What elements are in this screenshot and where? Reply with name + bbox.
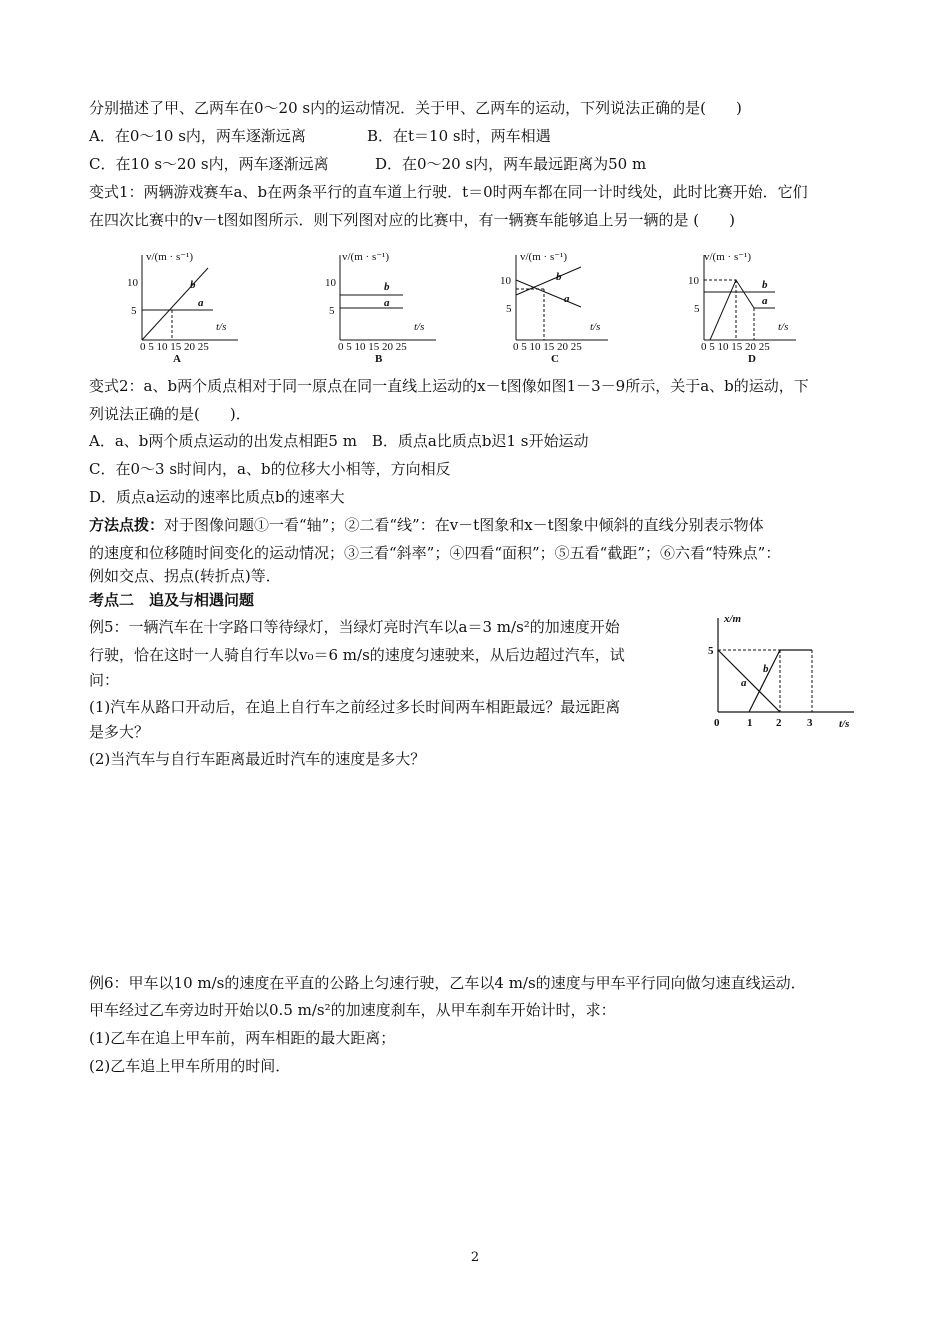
method-text1: 对于图像问题①一看“轴”；②二看“线”：在v－t图象和x－t图象中倾斜的直线分别表示物体: [164, 516, 764, 534]
example6-line1: 例6：甲车以10 m/s的速度在平直的公路上匀速行驶，乙车以4 m/s的速度与甲车平行同向做匀速直线运动．: [89, 974, 806, 992]
graph-d-line-a: a: [762, 295, 768, 307]
variant1-line1: 变式1：两辆游戏赛车a、b在两条平行的直车道上行驶．t＝0时两车都在同一计时线处，此时比赛开始．它们: [89, 183, 808, 201]
variant2-option-ab: A．a、b两个质点运动的出发点相距5 m B．质点a比质点b迟1 s开始运动: [89, 432, 589, 450]
graph-d-y-tick-10: 10: [688, 275, 699, 287]
variant2-option-c: C．在0～3 s时间内，a、b的位移大小相等，方向相反: [89, 460, 451, 478]
intro-question-stem: 分别描述了甲、乙两车在0～20 s内的运动情况．关于甲、乙两车的运动，下列说法正确的是( ): [89, 99, 742, 117]
vt-graph-c: [496, 240, 626, 374]
xt-line-a: a: [741, 677, 747, 689]
section2-title: 考点二 追及与相遇问题: [89, 591, 255, 609]
example5-q1-line1: (1)汽车从路口开动后，在追上自行车之前经过多长时间两车相距最远？最远距离: [89, 698, 621, 716]
graph-d-y-label: v/(m · s⁻¹): [704, 251, 751, 263]
graph-c-y-label: v/(m · s⁻¹): [520, 251, 567, 263]
vt-graph-d: [680, 240, 810, 374]
xt-x-tick-1: 1: [747, 717, 753, 729]
xt-y-label: x/m: [724, 613, 742, 625]
graph-d-line-b: b: [762, 279, 768, 291]
graph-a-line-b: b: [190, 279, 196, 291]
method-line2: 的速度和位移随时间变化的运动情况；③三看“斜率”；④四看“面积”；⑤五看“截距”；⑥六看“特殊点”：: [89, 544, 781, 562]
page-number: 2: [470, 1250, 480, 1265]
xt-x-label: t/s: [839, 718, 850, 730]
graph-c-y-tick-5: 5: [506, 303, 512, 315]
graph-a-y-tick-5: 5: [131, 305, 137, 317]
graph-b-name: B: [375, 353, 383, 365]
graph-c-line-b: b: [556, 271, 562, 283]
graph-c-y-tick-10: 10: [500, 275, 511, 287]
graph-c-line-a: a: [564, 293, 570, 305]
vt-graph-a: [118, 240, 248, 374]
graph-c-x-ticks: 0 5 10 15 20 25: [513, 341, 582, 353]
xt-graph: [704, 610, 864, 739]
graph-d-name: D: [748, 353, 756, 365]
graph-d-t-label: t/s: [778, 321, 789, 333]
xt-x-tick-2: 2: [776, 717, 782, 729]
graph-d-y-tick-5: 5: [694, 303, 700, 315]
graph-a-x-ticks: 0 5 10 15 20 25: [140, 341, 209, 353]
method-line3: 例如交点、拐点(转折点)等．: [89, 567, 281, 585]
graph-a-y-label: v/(m · s⁻¹): [146, 251, 193, 263]
graph-b-line-a: a: [384, 297, 390, 309]
variant2-line1: 变式2：a、b两个质点相对于同一原点在同一直线上运动的x－t图像如图1－3－9所示，关于a、b的运动，下: [89, 377, 809, 395]
intro-option-b: B．在t＝10 s时，两车相遇: [367, 127, 551, 145]
method-line1: [89, 515, 764, 535]
example5-q1-line2: 是多大？: [89, 723, 150, 741]
xt-line-b: b: [763, 663, 769, 675]
example5-line2: 行驶，恰在这时一人骑自行车以v₀＝6 m/s的速度匀速驶来，从后边超过汽车，试: [89, 646, 625, 664]
vt-graph-b: [318, 240, 448, 374]
variant2-option-d: D．质点a运动的速率比质点b的速率大: [89, 488, 345, 506]
intro-option-a: A．在0～10 s内，两车逐渐远离: [89, 127, 306, 145]
graph-a-t-label: t/s: [216, 321, 227, 333]
example5-line1: 例5：一辆汽车在十字路口等待绿灯，当绿灯亮时汽车以a＝3 m/s²的加速度开始: [89, 618, 620, 636]
variant1-line2: 在四次比赛中的v－t图如图所示．则下列图对应的比赛中，有一辆赛车能够追上另一辆的是 ( ): [89, 211, 735, 229]
intro-option-d: D．在0～20 s内，两车最远距离为50 m: [375, 155, 647, 173]
xt-x-tick-0: 0: [714, 717, 720, 729]
xt-x-tick-3: 3: [807, 717, 813, 729]
example5-line3: 问：: [89, 671, 120, 689]
graph-b-y-tick-10: 10: [325, 277, 336, 289]
graph-c-t-label: t/s: [590, 321, 601, 333]
example6-q1: (1)乙车在追上甲车前，两车相距的最大距离；: [89, 1029, 396, 1047]
graph-d-x-ticks: 0 5 10 15 20 25: [701, 341, 770, 353]
graph-a-y-tick-10: 10: [127, 277, 138, 289]
example6-q2: (2)乙车追上甲车所用的时间．: [89, 1057, 291, 1075]
graph-a-name: A: [173, 353, 181, 365]
example6-line2: 甲车经过乙车旁边时开始以0.5 m/s²的加速度刹车，从甲车刹车开始计时，求：: [89, 1001, 616, 1019]
graph-b-line-b: b: [384, 281, 390, 293]
graph-b-x-ticks: 0 5 10 15 20 25: [338, 341, 407, 353]
example5-q2: (2)当汽车与自行车距离最近时汽车的速度是多大？: [89, 750, 426, 768]
method-label: 方法点拨：: [89, 516, 165, 534]
intro-option-c: C．在10 s～20 s内，两车逐渐远离: [89, 155, 329, 173]
graph-a-line-a: a: [198, 297, 204, 309]
graph-c-name: C: [551, 353, 559, 365]
xt-y-tick-5: 5: [708, 645, 714, 657]
graph-b-t-label: t/s: [414, 321, 425, 333]
graph-b-y-tick-5: 5: [329, 305, 335, 317]
variant2-line2: 列说法正确的是( )．: [89, 405, 251, 423]
graph-b-y-label: v/(m · s⁻¹): [342, 251, 389, 263]
